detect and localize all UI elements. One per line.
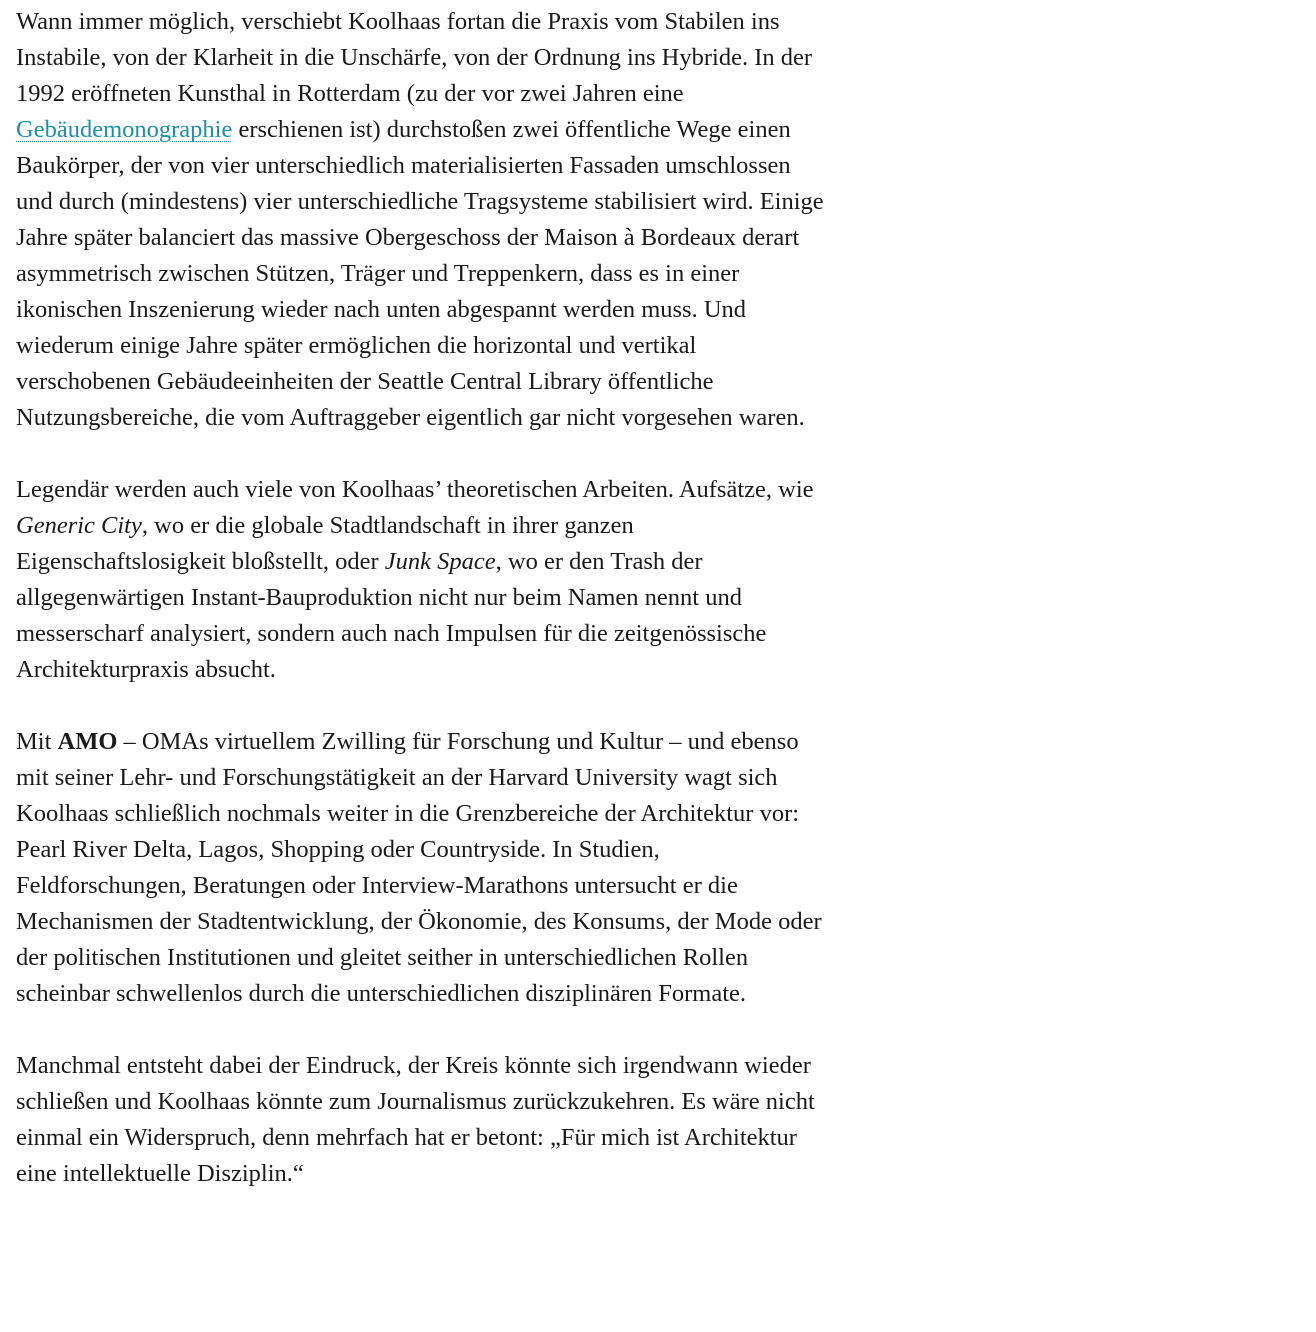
gebaeudemonographie-link[interactable]: Gebäudemonographie [16,116,233,143]
paragraph-theoretische-arbeiten [16,472,828,688]
paragraph-text: erschienen ist) durchstoßen zwei öffentliche Wege einen Baukörper, der von vier unterschiedlich materialisierten Fassaden umschlossen und durch (mindestens) vier unterschiedliche Tragsysteme stabilisiert wird. Einige Jahre später balanciert das massive Obergeschoss der Maison à Bordeaux derart asymmetrisch zwischen Stützen, Träger und Treppenkern, dass es in einer ikonischen Inszenierung wieder nach unten abgespannt werden muss. Und wiederum einige Jahre später ermöglichen die horizontal und vertikal verschobenen Gebäudeeinheiten der Seattle Central Library öffentliche Nutzungsbereiche, die vom Auftraggeber eigentlich gar nicht vorgesehen waren. [16,116,824,431]
paragraph-text: Mit [16,728,58,755]
paragraph-journalismus [16,1048,828,1192]
paragraph-text: – OMAs virtuellem Zwilling für Forschung und Kultur – und ebenso mit seiner Lehr- und Forschungstätigkeit an der Harvard University wagt sich Koolhaas schließlich nochmals weiter in die Grenzbereiche der Architektur vor: Pearl River Delta, Lagos, Shopping oder Countryside. In Studien, Feldforschungen, Beratungen oder Interview-Marathons untersucht er die Mechanismen der Stadtentwicklung, der Ökonomie, des Konsums, der Mode oder der politischen Institutionen und gleitet seither in unterschiedlichen Rollen scheinbar schwellenlos durch die unterschiedlichen disziplinären Formate. [16,728,822,1007]
paragraph-koolhaas-praxis [16,4,828,436]
amo-bold: AMO [57,728,118,755]
paragraph-text: Wann immer möglich, verschiebt Koolhaas fortan die Praxis vom Stabilen ins Instabile, von der Klarheit in die Unschärfe, von der Ordnung ins Hybride. In der 1992 eröffneten Kunsthal in Rotterdam (zu der vor zwei Jahren eine [16,8,813,107]
article-body [16,4,828,1192]
paragraph-text: , wo er die globale Stadtlandschaft in ihrer ganzen Eigenschaftslosigkeit bloßstellt, oder [16,512,634,575]
title-generic-city: Generic City [16,512,142,539]
paragraph-text: Legendär werden auch viele von Koolhaas’ theoretischen Arbeiten. Aufsätze, wie [16,476,814,503]
title-junk-space: Junk Space [384,548,496,575]
paragraph-text: , wo er den Trash der allgegenwärtigen Instant-Bauproduktion nicht nur beim Namen nennt und messerscharf analysiert, sondern auch nach Impulsen für die zeitgenössische Architekturpraxis absucht. [16,548,767,683]
paragraph-amo [16,724,828,1012]
paragraph-text: Manchmal entsteht dabei der Eindruck, der Kreis könnte sich irgendwann wieder schließen und Koolhaas könnte zum Journalismus zurückzukehren. Es wäre nicht einmal ein Widerspruch, denn mehrfach hat er betont: „Für mich ist Architektur eine intellektuelle Disziplin.“ [16,1052,815,1187]
